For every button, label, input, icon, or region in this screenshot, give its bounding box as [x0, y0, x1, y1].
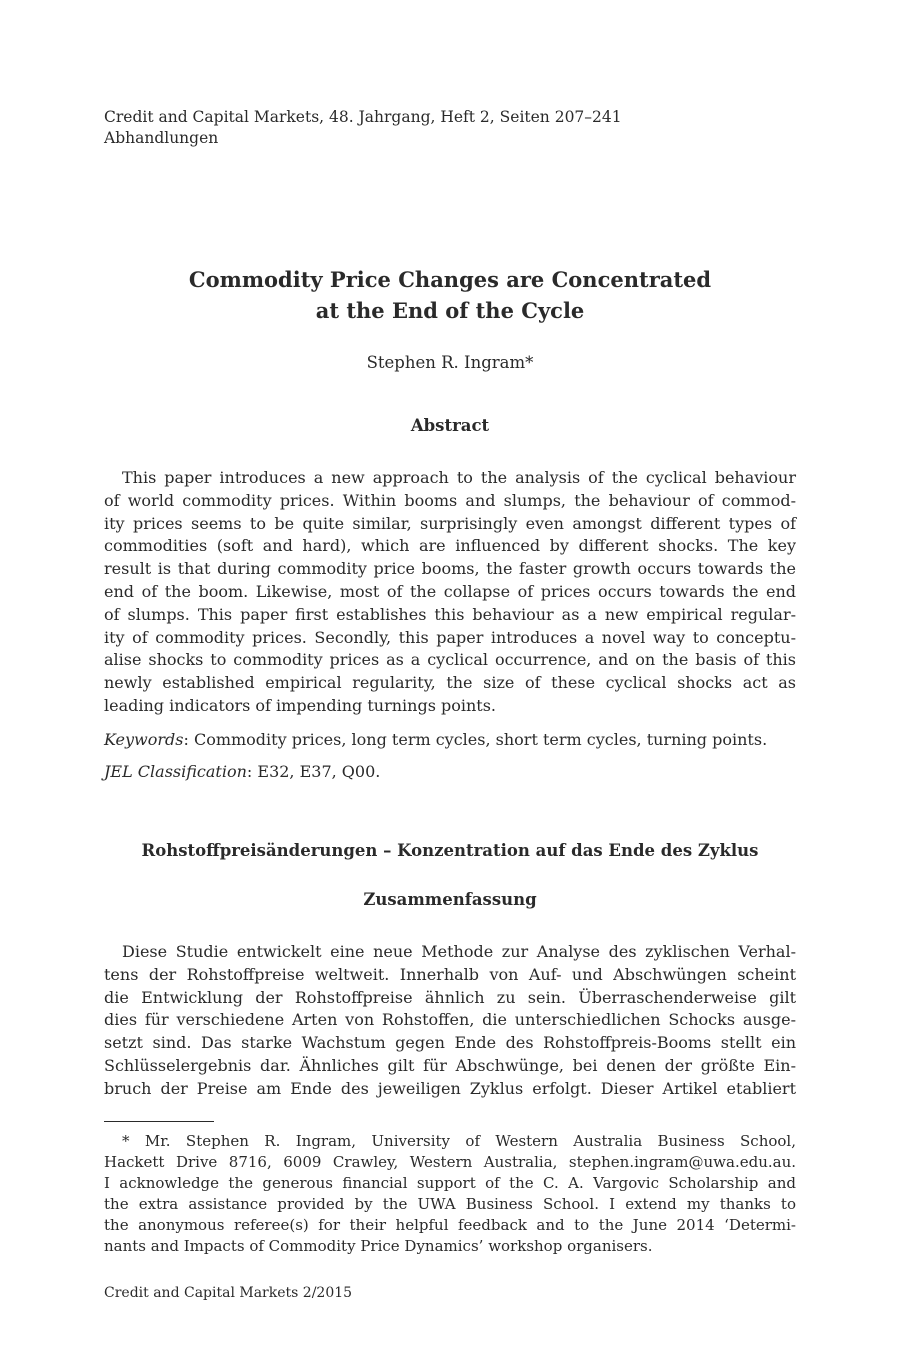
german-abstract-body	[104, 941, 796, 1101]
german-abstract-line: die Entwicklung der Rohstoffpreise ähnlich zu sein. Überraschenderweise gilt	[104, 987, 796, 1007]
journal-citation: Credit and Capital Markets, 48. Jahrgang, Heft 2, Seiten 207–241	[104, 108, 622, 126]
page-footer: Credit and Capital Markets 2/2015	[104, 1285, 353, 1301]
keywords-line	[104, 729, 767, 751]
abstract-line: commodities (soft and hard), which are influenced by different shocks. The key	[104, 536, 796, 556]
jel-text: : E32, E37, Q00.	[246, 762, 381, 781]
german-abstract-line: Schlüsselergebnis dar. Ähnliches gilt für Abschwünge, bei denen der größte Ein-	[104, 1055, 796, 1075]
footnote-line: the anonymous referee(s) for their helpful feedback and to the June 2014 ‘Determi-	[104, 1216, 796, 1234]
abstract-line: This paper introduces a new approach to the analysis of the cyclical behaviour	[122, 468, 796, 487]
german-abstract-line: bruch der Preise am Ende des jeweiligen Zyklus erfolgt. Dieser Artikel etabliert	[104, 1078, 796, 1098]
german-abstract-line: Diese Studie entwickelt eine neue Methode zur Analyse des zyklischen Verhal-	[122, 942, 796, 961]
abstract-line: of slumps. This paper first establishes this behaviour as a new empirical regular-	[104, 604, 796, 624]
german-abstract-line: setzt sind. Das starke Wachstum gegen Ende des Rohstoffpreis-Booms stellt ein	[104, 1033, 796, 1053]
german-abstract-line: dies für verschiedene Arten von Rohstoffen, die unterschiedlichen Schocks ausge-	[104, 1010, 796, 1030]
jel-label: JEL Classification	[104, 762, 247, 781]
german-title: Rohstoffpreisänderungen – Konzentration auf das Ende des Zyklus	[141, 841, 759, 860]
section-label: Abhandlungen	[104, 129, 219, 147]
journal-page	[104, 0, 796, 1366]
jel-classification-line	[104, 761, 380, 783]
article-title-line-1: Commodity Price Changes are Concentrated	[188, 267, 712, 292]
abstract-heading: Abstract	[410, 416, 490, 435]
abstract-line: alise shocks to commodity prices as a cyclical occurrence, and on the basis of this	[104, 650, 796, 670]
footnote-line: the extra assistance provided by the UWA Business School. I extend my thanks to	[104, 1195, 796, 1213]
keywords-label: Keywords	[104, 730, 184, 749]
abstract-line: leading indicators of impending turnings points.	[104, 695, 497, 715]
running-header	[104, 107, 622, 149]
footnote-divider	[104, 1121, 214, 1122]
abstract-body	[104, 467, 796, 718]
abstract-line: end of the boom. Likewise, most of the collapse of prices occurs towards the end	[104, 581, 796, 601]
abstract-line: of world commodity prices. Within booms and slumps, the behaviour of commod-	[104, 490, 796, 510]
author-footnote	[104, 1131, 796, 1257]
author-name: Stephen R. Ingram*	[366, 353, 534, 372]
footnote-line: nants and Impacts of Commodity Price Dynamics’ workshop organisers.	[104, 1237, 653, 1255]
abstract-line: newly established empirical regularity, the size of these cyclical shocks act as	[104, 673, 796, 693]
abstract-line: ity prices seems to be quite similar, surprisingly even amongst different types of	[104, 513, 796, 533]
german-abstract-line: tens der Rohstoffpreise weltweit. Innerhalb von Auf- und Abschwüngen scheint	[104, 964, 796, 984]
footnote-line: I acknowledge the generous financial support of the C. A. Vargovic Scholarship and	[104, 1174, 796, 1192]
abstract-line: ity of commodity prices. Secondly, this paper introduces a novel way to conceptu-	[104, 627, 796, 647]
footnote-line: * Mr. Stephen R. Ingram, University of Western Australia Business School,	[122, 1132, 796, 1150]
article-title	[104, 264, 796, 326]
german-abstract-heading: Zusammenfassung	[363, 890, 537, 909]
article-title-line-2: at the End of the Cycle	[315, 298, 585, 323]
abstract-line: result is that during commodity price booms, the faster growth occurs towards the	[104, 559, 796, 579]
footnote-line: Hackett Drive 8716, 6009 Crawley, Western Australia, stephen.ingram@uwa.edu.au.	[104, 1153, 796, 1171]
keywords-text: : Commodity prices, long term cycles, short term cycles, turning points.	[183, 730, 768, 749]
